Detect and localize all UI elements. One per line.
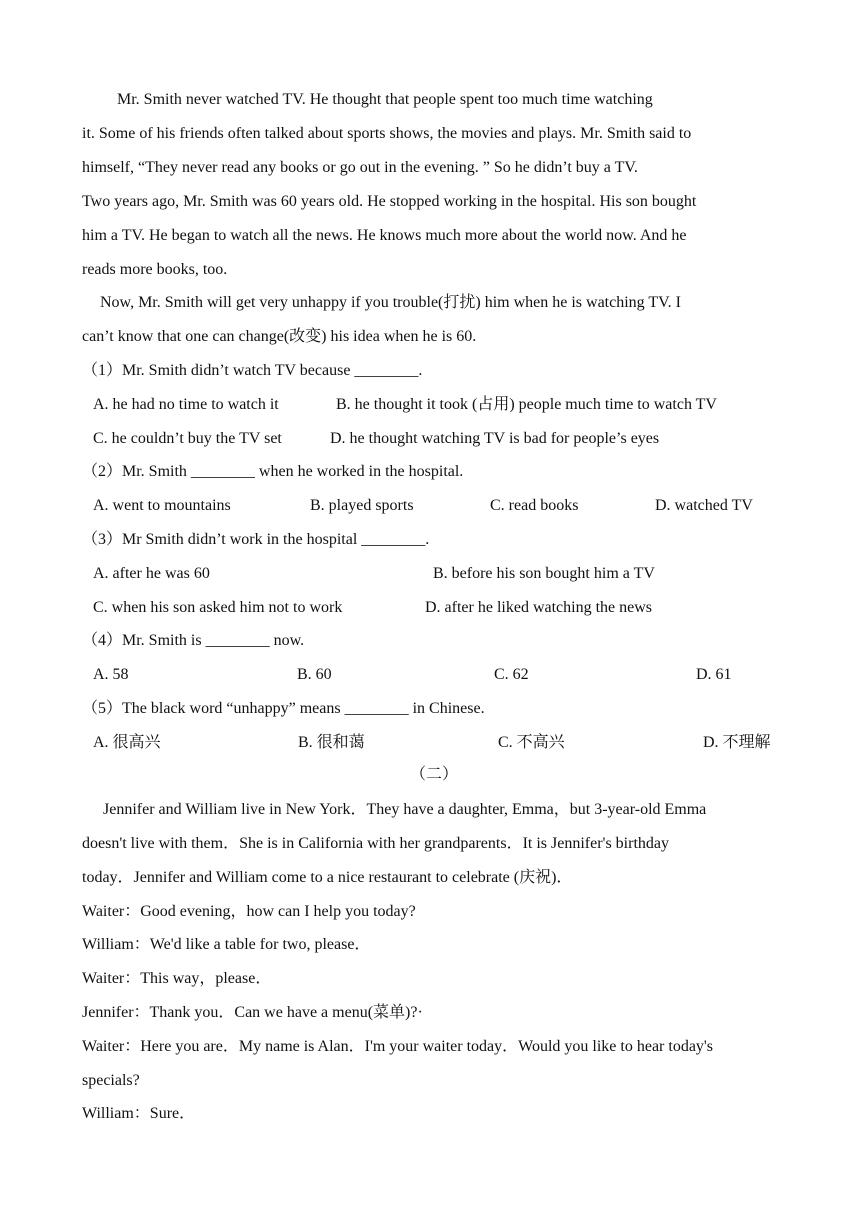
option-c: C. he couldn’t buy the TV set (93, 430, 282, 447)
passage-line: Now, Mr. Smith will get very unhappy if you trouble(打扰) him when he is watching TV. I (100, 294, 681, 311)
option-b: B. 很和蔼 (298, 734, 365, 751)
passage-line: him a TV. He began to watch all the news. He knows much more about the world now. And he (82, 227, 687, 244)
option-c: C. 不高兴 (498, 734, 565, 751)
passage-line: himself, “They never read any books or go out in the evening. ” So he didn’t buy a TV. (82, 159, 638, 176)
passage-line: doesn't live with them．She is in California with her grandparents．It is Jennifer's birthday (82, 835, 669, 852)
option-a: A. 58 (93, 666, 129, 683)
option-d: D. watched TV (655, 497, 753, 514)
question-stem: （2）Mr. Smith ________ when he worked in the hospital. (82, 463, 464, 480)
passage-line: can’t know that one can change(改变) his idea when he is 60. (82, 328, 477, 345)
option-d: D. 不理解 (703, 734, 771, 751)
dialogue-line: Waiter：This way，please． (82, 970, 272, 987)
option-d: D. 61 (696, 666, 732, 683)
option-b: B. before his son bought him a TV (433, 565, 655, 582)
passage-line: Two years ago, Mr. Smith was 60 years old. He stopped working in the hospital. His son bought (82, 193, 697, 210)
dialogue-line: Jennifer：Thank you．Can we have a menu(菜单)?· (82, 1004, 423, 1021)
option-c: C. when his son asked him not to work (93, 599, 343, 616)
option-d: D. after he liked watching the news (425, 599, 653, 616)
passage-line: Mr. Smith never watched TV. He thought that people spent too much time watching (117, 91, 653, 108)
passage-line: reads more books, too. (82, 261, 228, 278)
dialogue-line: specials? (82, 1072, 140, 1089)
dialogue-line: William：Sure． (82, 1105, 196, 1122)
dialogue-line: Waiter：Here you are．My name is Alan．I'm your waiter today．Would you like to hear today's (82, 1038, 714, 1055)
option-a: A. went to mountains (93, 497, 231, 514)
option-c: C. read books (490, 497, 579, 514)
dialogue-line: William：We'd like a table for two, please． (82, 936, 371, 953)
question-stem: （4）Mr. Smith is ________ now. (82, 632, 305, 649)
passage-line: Jennifer and William live in New York．They have a daughter, Emma，but 3-year-old Emma (103, 801, 707, 818)
option-a: A. after he was 60 (93, 565, 210, 582)
section-heading: （二） (410, 766, 459, 783)
option-d: D. he thought watching TV is bad for people’s eyes (330, 430, 660, 447)
option-b: B. 60 (297, 666, 332, 683)
option-a: A. 很高兴 (93, 734, 161, 751)
passage-line: today．Jennifer and William come to a nice restaurant to celebrate (庆祝)． (82, 869, 573, 886)
question-stem: （3）Mr Smith didn’t work in the hospital ________. (82, 531, 430, 548)
passage-line: it. Some of his friends often talked about sports shows, the movies and plays. Mr. Smith said to (82, 125, 692, 142)
option-b: B. played sports (310, 497, 414, 514)
option-c: C. 62 (494, 666, 529, 683)
question-stem: （1）Mr. Smith didn’t watch TV because ________. (82, 362, 423, 379)
question-stem: （5）The black word “unhappy” means ________ in Chinese. (82, 700, 485, 717)
option-a: A. he had no time to watch it (93, 396, 279, 413)
option-b: B. he thought it took (占用) people much time to watch TV (336, 396, 717, 413)
dialogue-line: Waiter：Good evening，how can I help you today? (82, 903, 416, 920)
